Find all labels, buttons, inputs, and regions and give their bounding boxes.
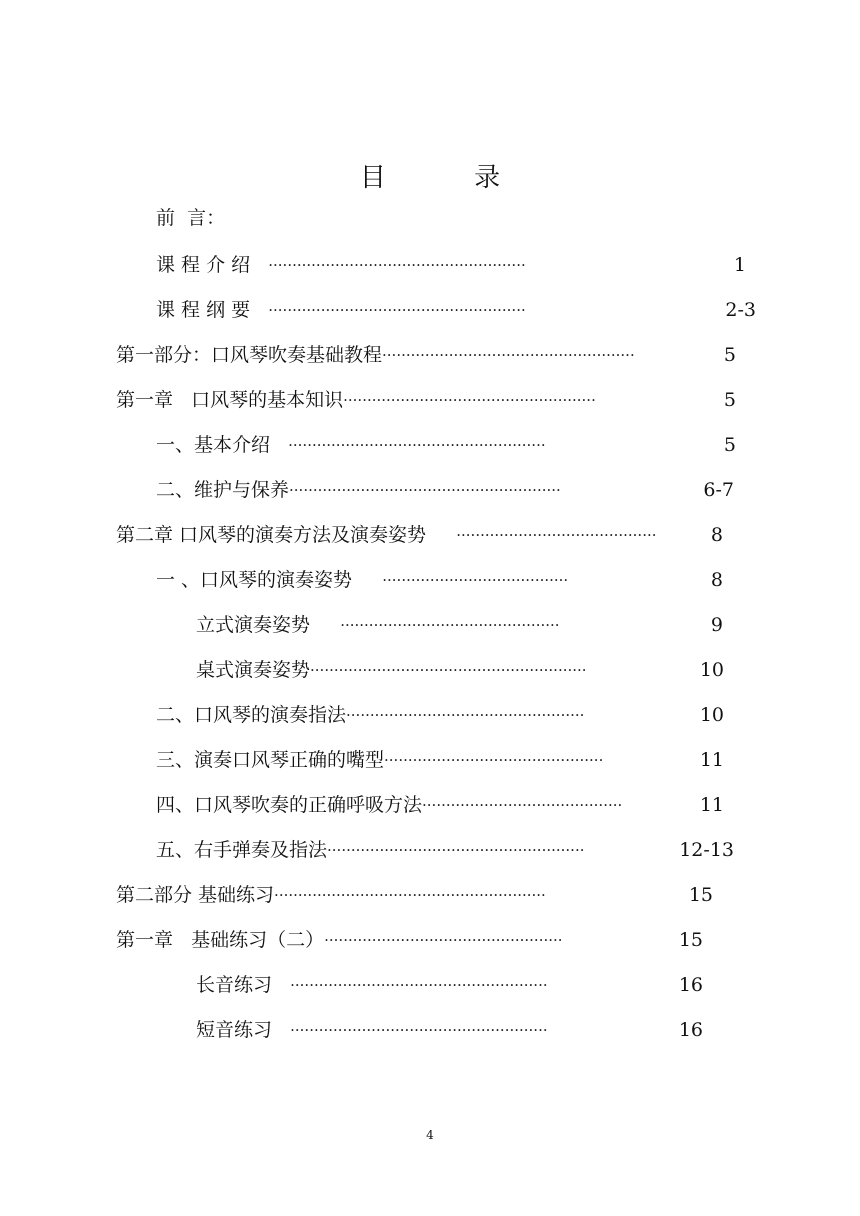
toc-leader-dots: ·················································· <box>346 706 585 724</box>
toc-entry[interactable] <box>156 700 724 730</box>
toc-leader-dots: ······································· <box>382 571 569 589</box>
toc-page-number: 15 <box>688 884 713 906</box>
toc-entry[interactable] <box>156 295 756 325</box>
toc-entry-label: 桌式演奏姿势 <box>196 659 311 681</box>
toc-page-number: 12-13 <box>679 839 734 861</box>
toc-entry-label: 第一章 口风琴的基本知识 <box>116 389 344 411</box>
toc-entry[interactable] <box>116 520 723 550</box>
toc-leader-dots: ·········································· <box>456 526 657 544</box>
toc-page-number: 5 <box>723 389 736 411</box>
toc-leader-dots: ························································· <box>289 481 561 499</box>
page-number: 4 <box>426 1128 434 1142</box>
toc-leader-dots: ·············································· <box>384 751 604 769</box>
toc-page-number: 8 <box>710 569 723 591</box>
toc-entry-label: 第一部分：口风琴吹奏基础教程 <box>116 344 383 366</box>
toc-entry[interactable] <box>156 835 734 865</box>
toc-leader-dots: ······················································ <box>290 1021 548 1039</box>
toc-page-number: 1 <box>733 254 746 276</box>
toc-page-number: 11 <box>699 794 724 816</box>
toc-leader-dots: ·················································· <box>324 931 563 949</box>
toc-page-number: 5 <box>723 434 736 456</box>
toc-entry-label: 四、口风琴吹奏的正确呼吸方法 <box>156 794 423 816</box>
toc-entry[interactable] <box>196 655 724 685</box>
toc-entry[interactable] <box>156 745 724 775</box>
toc-page-number: 15 <box>678 929 703 951</box>
toc-leader-dots: ·············································· <box>340 616 560 634</box>
toc-page-number: 16 <box>678 974 703 996</box>
toc-title: 目 录 <box>359 163 541 193</box>
toc-leader-dots: ······················································ <box>268 256 526 274</box>
toc-entry-label: 课 程 纲 要 <box>156 299 269 321</box>
toc-entry[interactable] <box>116 925 703 955</box>
toc-page-number: 10 <box>699 704 724 726</box>
toc-entry-label: 二、维护与保养 <box>156 479 290 501</box>
toc-entry-preface <box>156 203 356 233</box>
toc-entry-label: 一 、口风琴的演奏姿势 <box>156 569 383 591</box>
toc-leader-dots: ······················································ <box>327 841 585 859</box>
toc-entry-label: 立式演奏姿势 <box>196 614 341 636</box>
toc-entry-label: 第一章 基础练习（二） <box>116 929 325 951</box>
toc-leader-dots: ························································· <box>274 886 546 904</box>
toc-leader-dots: ·························································· <box>310 661 587 679</box>
toc-entry-label: 前 言： <box>156 207 226 229</box>
toc-entry[interactable] <box>156 250 746 280</box>
toc-entry[interactable] <box>196 610 723 640</box>
toc-entry-label: 短音练习 <box>196 1019 291 1041</box>
toc-entry[interactable] <box>116 340 736 370</box>
toc-entry[interactable] <box>116 385 736 415</box>
toc-leader-dots: ······················································ <box>290 976 548 994</box>
toc-leader-dots: ····················································· <box>343 391 596 409</box>
toc-entry-label: 第二章 口风琴的演奏方法及演奏姿势 <box>116 524 457 546</box>
toc-leader-dots: ······················································ <box>288 436 546 454</box>
toc-entry-label: 二、口风琴的演奏指法 <box>156 704 347 726</box>
toc-page-number: 6-7 <box>703 479 734 501</box>
toc-entry-label: 长音练习 <box>196 974 291 996</box>
toc-entry[interactable] <box>156 430 736 460</box>
toc-page-number: 8 <box>710 524 723 546</box>
toc-entry[interactable] <box>196 1015 703 1045</box>
toc-leader-dots: ······················································ <box>268 301 526 319</box>
toc-leader-dots: ····················································· <box>382 346 635 364</box>
toc-page-number: 10 <box>699 659 724 681</box>
toc-entry[interactable] <box>156 565 723 595</box>
toc-page-number: 5 <box>723 344 736 366</box>
toc-entry-label: 五、右手弹奏及指法 <box>156 839 328 861</box>
toc-entry[interactable] <box>116 880 713 910</box>
toc-entry-label: 课 程 介 绍 <box>156 254 269 276</box>
toc-entry-label: 一、基本介绍 <box>156 434 289 456</box>
toc-page-number: 11 <box>699 749 724 771</box>
toc-entry[interactable] <box>156 475 734 505</box>
toc-entry-label: 第二部分 基础练习 <box>116 884 275 906</box>
toc-entry-label: 三、演奏口风琴正确的嘴型 <box>156 749 385 771</box>
toc-page-number: 9 <box>710 614 723 636</box>
toc-entry[interactable] <box>196 970 703 1000</box>
toc-page-number: 16 <box>678 1019 703 1041</box>
toc-leader-dots: ·········································· <box>422 796 623 814</box>
toc-entry[interactable] <box>156 790 724 820</box>
toc-page-number: 2-3 <box>725 299 756 321</box>
